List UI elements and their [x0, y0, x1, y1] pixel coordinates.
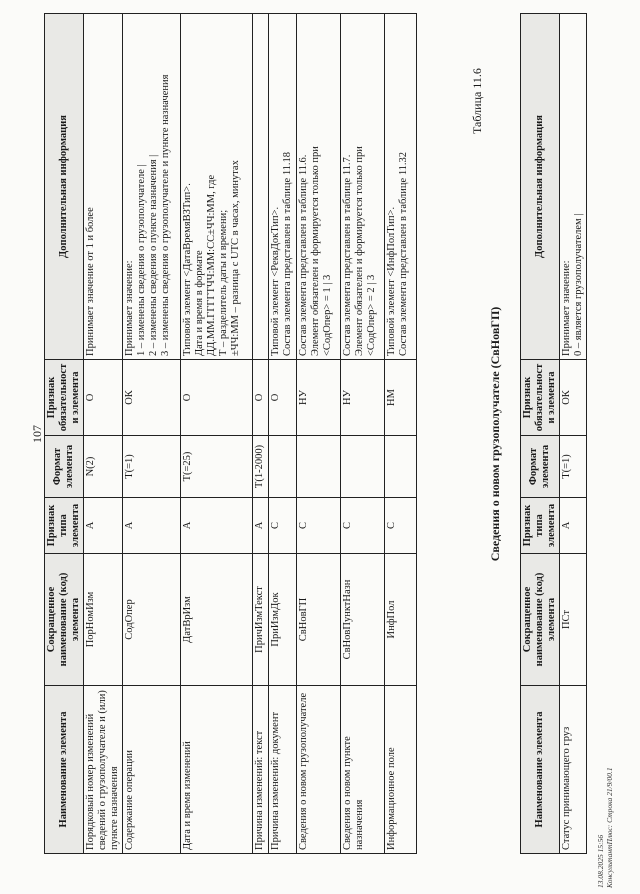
info-line: Элемент обязателен и формируется только при: [310, 146, 321, 356]
cell-code: ПричИзмТекст: [253, 554, 269, 686]
table-header-row: [521, 14, 560, 854]
page-number: 107: [30, 425, 44, 443]
info-line: Т – разделитель даты и времени;: [218, 209, 229, 356]
elements-table: [44, 13, 417, 854]
cell-req: О: [253, 360, 269, 436]
new-consignee-table: [520, 13, 587, 854]
cell-name: Сведения о новом грузополучателе: [297, 686, 341, 854]
cell-info: [181, 14, 253, 360]
cell-info: [560, 14, 587, 360]
cell-type: А: [123, 498, 181, 554]
info-line: 3 – изменены сведения о грузополучателе и пункте назначения: [160, 74, 171, 356]
info-line: ±ЧЧ:ММ – разница с UTC в часах, минутах: [230, 160, 241, 356]
table-row: [181, 14, 253, 854]
cell-name: Причина изменений: текст: [253, 686, 269, 854]
cell-format: [297, 436, 341, 498]
cell-format: T(1-2000): [253, 436, 269, 498]
header-cell: Формат элемента: [45, 436, 84, 498]
cell-req: НУ: [297, 360, 341, 436]
cell-format: T(=1): [560, 436, 587, 498]
table-caption: Сведения о новом грузополучателе (СвНовГП): [488, 306, 502, 562]
header-cell: Признак обязательности элемента: [45, 360, 84, 436]
cell-code: СодОпер: [123, 554, 181, 686]
cell-code: ПСт: [560, 554, 587, 686]
stamp-line: КонсультантПлюс: Строка 21/9/00.1: [605, 767, 614, 888]
cell-type: А: [560, 498, 587, 554]
header-cell: Дополнительная информация: [45, 14, 84, 360]
info-line: <СодОпер> = 1 | 3: [322, 274, 333, 356]
info-line: Состав элемента представлен в таблице 11.18: [282, 151, 293, 356]
cell-name: Содержание операции: [123, 686, 181, 854]
table-row: [123, 14, 181, 854]
header-cell: Признак типа элемента: [521, 498, 560, 554]
cell-req: О: [181, 360, 253, 436]
cell-type: А: [253, 498, 269, 554]
info-line: 1 – изменены сведения о грузополучателе |: [136, 164, 147, 356]
cell-format: T(=25): [181, 436, 253, 498]
info-line: Принимает значение:: [124, 260, 135, 356]
cell-info: [123, 14, 181, 360]
cell-type: С: [385, 498, 417, 554]
cell-name: Информационное поле: [385, 686, 417, 854]
cell-code: СвНовПунктНазн: [341, 554, 385, 686]
cell-req: НМ: [385, 360, 417, 436]
cell-info: [297, 14, 341, 360]
cell-format: [341, 436, 385, 498]
info-line: Дата и время в формате: [194, 250, 205, 356]
info-line: Состав элемента представлен в таблице 11.7.: [342, 154, 353, 356]
cell-code: ИнфПол: [385, 554, 417, 686]
cell-info: [341, 14, 385, 360]
cell-type: А: [181, 498, 253, 554]
cell-name: Порядковый номер изменений сведений о грузополучателе и (или) пункте назначения: [84, 686, 123, 854]
table-row: [341, 14, 385, 854]
table-row: [253, 14, 269, 854]
cell-format: N(2): [84, 436, 123, 498]
cell-type: С: [297, 498, 341, 554]
cell-info: [84, 14, 123, 360]
info-line: Типовой элемент <РеквДокТип>.: [270, 206, 281, 356]
cell-name: Статус принимающего груз: [560, 686, 587, 854]
info-line: 0 – является грузополучателем |: [573, 213, 584, 356]
cell-info: [253, 14, 269, 360]
info-line: Состав элемента представлен в таблице 11.6.: [298, 154, 309, 356]
table-row: [84, 14, 123, 854]
table-row: [297, 14, 341, 854]
info-line: Элемент обязателен и формируется только при: [354, 146, 365, 356]
header-cell: Наименование элемента: [521, 686, 560, 854]
info-line: Типовой элемент <ИнфПолТип>.: [386, 206, 397, 356]
header-cell: Сокращенное наименование (код) элемента: [45, 554, 84, 686]
cell-info: [385, 14, 417, 360]
info-line: Состав элемента представлен в таблице 11.32: [398, 151, 409, 356]
cell-name: Сведения о новом пункте назначения: [341, 686, 385, 854]
cell-format: [385, 436, 417, 498]
header-cell: Признак типа элемента: [45, 498, 84, 554]
cell-format: T(=1): [123, 436, 181, 498]
header-cell: Дополнительная информация: [521, 14, 560, 360]
info-line: Типовой элемент <ДатаВремяВЗТип>.: [182, 183, 193, 356]
cell-info: [269, 14, 297, 360]
table-label: Таблица 11.6: [470, 68, 484, 134]
cell-type: С: [269, 498, 297, 554]
table-row: [385, 14, 417, 854]
print-stamp: [596, 767, 614, 888]
table-row: [560, 14, 587, 854]
cell-type: С: [341, 498, 385, 554]
cell-req: ОК: [123, 360, 181, 436]
info-line: <СодОпер> = 2 | 3: [366, 274, 377, 356]
cell-name: Причина изменений: документ: [269, 686, 297, 854]
cell-code: ПорНомИзм: [84, 554, 123, 686]
cell-type: А: [84, 498, 123, 554]
info-line: Принимает значение от 1 и более: [85, 207, 96, 356]
info-line: 2 – изменены сведения о пункте назначения |: [148, 154, 159, 356]
info-line: Принимает значение:: [561, 260, 572, 356]
cell-name: Дата и время изменений: [181, 686, 253, 854]
table-row: [269, 14, 297, 854]
stamp-line: 13.08.2025 15:56: [596, 834, 605, 888]
cell-req: О: [84, 360, 123, 436]
cell-code: ДатВрИзм: [181, 554, 253, 686]
header-cell: Признак обязательности элемента: [521, 360, 560, 436]
header-cell: Формат элемента: [521, 436, 560, 498]
cell-req: НУ: [341, 360, 385, 436]
cell-code: СвНовГП: [297, 554, 341, 686]
header-cell: Наименование элемента: [45, 686, 84, 854]
header-cell: Сокращенное наименование (код) элемента: [521, 554, 560, 686]
cell-req: О: [269, 360, 297, 436]
cell-format: [269, 436, 297, 498]
info-line: ДД.ММ.ГГГГТЧЧ:ММ:СС±ЧЧ:ММ, где: [206, 174, 217, 356]
table-header-row: [45, 14, 84, 854]
cell-code: ПриИзмДок: [269, 554, 297, 686]
cell-req: ОК: [560, 360, 587, 436]
